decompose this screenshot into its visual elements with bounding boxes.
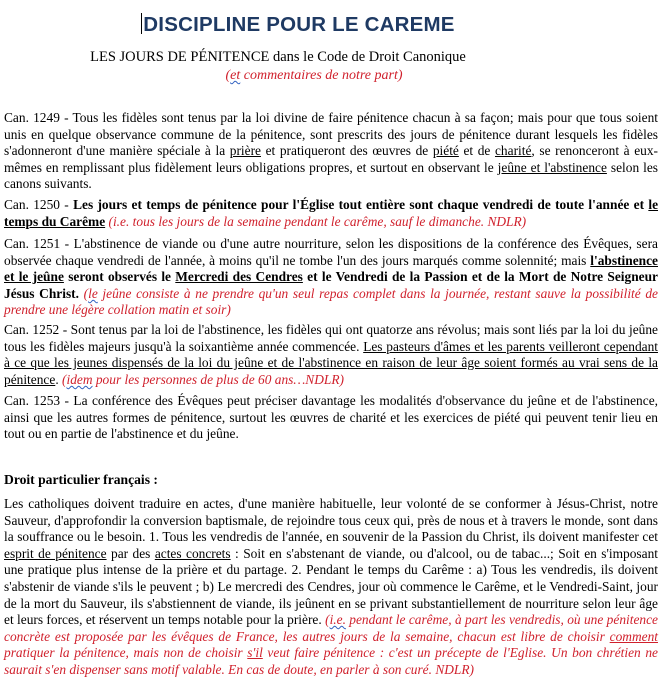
canon-1252-text: .	[55, 371, 63, 387]
droit-particulier	[4, 496, 658, 679]
canon-1250-note: (i.e. tous les jours de la semaine pendant le carême, sauf le dimanche. NDLR)	[105, 213, 527, 229]
droit-underline: actes concrets	[154, 545, 231, 561]
droit-note: i.e.	[329, 612, 346, 628]
canon-1251-text: Can. 1251 - L'abstinence de viande ou d'une autre nourriture, selon les dispositions de la conférence des Évêques, sera observée chaque vendredi de l'année, à moins qu'il ne tombe l'un des jours marqués comme solennité; mais	[4, 236, 658, 268]
canon-1251-note: (	[78, 285, 89, 301]
canon-1252-note: idem	[66, 371, 93, 387]
canon-1249-text: selon les canons suivants.	[4, 159, 658, 192]
canon-1249-underline: prière	[229, 143, 261, 159]
canon-1249-text: , se renonceront à eux-mêmes en remplissant plus fidèlement leurs obligations propres, et surtout en observant le	[4, 143, 658, 175]
document-title	[0, 13, 596, 37]
canon-1249-text: et de	[458, 143, 495, 159]
document-subtitle: LES JOURS DE PÉNITENCE dans le Code de Droit Canonique	[90, 49, 466, 65]
canon-1251-bold: et le Vendredi de la Passion et de la Mort de Notre Seigneur Jésus Christ.	[4, 269, 658, 301]
canon-1249-text: Can. 1249 - Tous les fidèles sont tenus par la loi divine de faire pénitence chacun à sa façon; mais pour que tous soient unis en quelque observance commune de la pénitence, sont prescrits des jours de pénitence durant lesquels les fidèles s'adonneront d'une manière spéciale à la	[4, 110, 658, 159]
droit-heading: Droit particulier français :	[4, 472, 158, 487]
droit-underline: esprit de pénitence	[4, 545, 107, 561]
canon-1251-note: le	[88, 285, 98, 301]
canon-1252-note: pour les personnes de plus de 60 ans…NDLR)	[92, 371, 344, 387]
canon-1249-underline: jeûne et l'abstinence	[497, 159, 607, 175]
canon-1250	[4, 197, 658, 230]
canon-1252-underline: Les pasteurs d'âmes et les parents veilleront cependant à ce que les jeunes dispensés de la loi du jeûne et de l'abstinence en raison de leur âge soient formés au vrai sens de la pénitence	[4, 338, 658, 387]
canon-1252-note: (	[62, 371, 67, 387]
canon-1250-bold: Les jours et temps de pénitence pour l'Église tout entière sont chaque vendredi de toute l'année et	[73, 197, 649, 212]
canon-1251-bold-underline: l'abstinence et le jeûne	[4, 252, 658, 285]
canon-1250-text: Can. 1250 -	[4, 197, 74, 212]
canon-1251	[4, 236, 658, 319]
subtitle-note-rest: commentaires de notre part)	[240, 68, 403, 83]
canon-1251-note: jeûne consiste à ne prendre qu'un seul repas complet dans la journée, restant sauve la possibilité de prendre une légère collation matin et soir)	[4, 285, 658, 318]
canon-1249-underline: charité	[494, 143, 532, 159]
droit-note: pendant le carême, à part les vendredis, où une pénitence concrète est proposée par les évêques de France, les autres jours de la semaine, chacun est libre de choisir	[4, 612, 658, 644]
canon-1253: Can. 1253 - La conférence des Évêques peut préciser davantage les modalités d'observance du jeûne et de l'abstinence, ainsi que les autres formes de pénitence, surtout les œuvres de charité et les exercices de piété qui peuvent tenir lieu en tout ou en partie de l'abstinence et du jeûne.	[4, 393, 658, 442]
canon-1252	[4, 322, 658, 388]
subtitle-note	[0, 68, 628, 84]
subtitle-note-word: et	[230, 68, 241, 83]
canon-1249	[4, 110, 658, 193]
document-title-text: DISCIPLINE POUR LE CAREME	[143, 13, 455, 36]
droit-note-underline: comment	[609, 628, 658, 644]
droit-note: veut faire pénitence : c'est un précepte de l'Eglise. Un bon chrétien ne saurait s'en dispenser sans motif valable. En cas de doute, en parler à son curé. NDLR)	[4, 645, 658, 677]
droit-text: : Soit en s'abstenant de viande, ou d'alcool, ou de tabac...; Soit en s'imposant une pratique plus intense de la prière et du partage. 2. Pendant le temps du Carême : a) Tous les vendredis, ils doivent s'abstenir de viande s'ils le peuvent ; b) Le mercredi des Cendres, jour où commence le Carême, et le Vendredi-Saint, jour de la mort du Sauveur, ils s'abstiennent de viande, ils jeûnent en se privant substantiellement de nourriture selon leur âge et leurs forces, et réservent un temps notable pour la prière.	[4, 545, 658, 628]
canon-1251-bold: seront observés le	[63, 269, 176, 285]
canon-1251-bold-underline: Mercredi des Cendres	[175, 269, 303, 285]
canon-1252-text: Can. 1252 - Sont tenus par la loi de l'abstinence, les fidèles qui ont quatorze ans révolus; mais sont liés par la loi du jeûne tous les fidèles majeurs jusqu'à la soixantième année commencée.	[4, 322, 658, 354]
droit-note: pratiquer la pénitence, mais non de choisir	[4, 645, 248, 661]
droit-text: par des	[106, 545, 155, 561]
canon-1249-underline: piété	[432, 143, 459, 159]
droit-note-underline: s'il	[247, 645, 263, 661]
canon-1249-text: et pratiqueront des œuvres de	[260, 143, 433, 159]
subtitle-note-open: (	[225, 68, 231, 83]
canon-1250-bold-underline: le temps du Carême	[4, 197, 659, 229]
droit-note: (	[325, 612, 330, 628]
droit-text: Les catholiques doivent traduire en actes, d'une manière habituelle, leur volonté de se conformer à Jésus-Christ, notre Sauveur, d'approfondir la conversion baptismale, de rejoindre tous ceux qui, près de nous et à travers le monde, sont dans la souffrance ou le besoin. 1. Tous les vendredis de l'année, en souvenir de la Passion du Christ, ils doivent manifester cet	[4, 496, 658, 545]
